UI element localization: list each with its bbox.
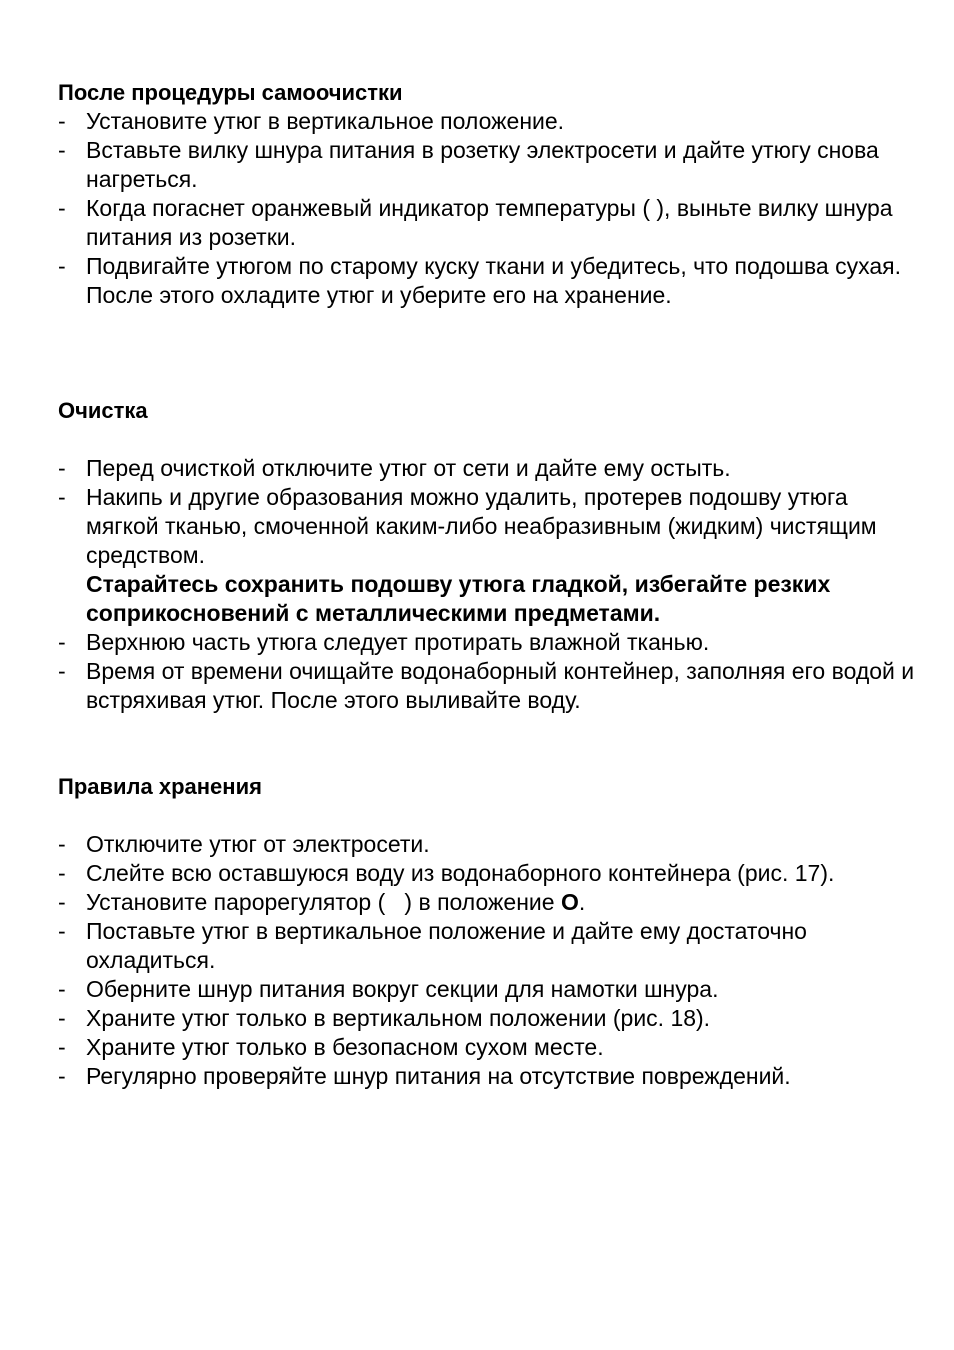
list-item — [58, 975, 918, 1004]
section-cleaning — [58, 396, 918, 715]
instruction-list — [58, 628, 918, 715]
list-item — [58, 1033, 918, 1062]
dash-bullet: - — [58, 1034, 66, 1060]
list-item-text: Храните утюг только в безопасном сухом месте. — [86, 1034, 604, 1060]
dash-bullet: - — [58, 137, 66, 163]
dash-bullet: - — [58, 1063, 66, 1089]
list-item — [58, 454, 918, 483]
list-item-text: Верхнюю часть утюга следует протирать влажной тканью. — [86, 629, 710, 655]
list-item — [58, 252, 918, 310]
list-item — [58, 1062, 918, 1091]
instruction-list — [58, 107, 918, 310]
section-heading: Правила хранения — [58, 774, 262, 799]
list-item-text: Поставьте утюг в вертикальное положение и дайте ему достаточно охладиться. — [86, 918, 807, 973]
list-item-text: Оберните шнур питания вокруг секции для намотки шнура. — [86, 976, 719, 1002]
dash-bullet: - — [58, 860, 66, 886]
dash-bullet: - — [58, 976, 66, 1002]
list-item — [58, 657, 918, 715]
list-item-text: Слейте всю оставшуюся воду из водонаборного контейнера (рис. 17). — [86, 860, 835, 886]
section-storage-rules — [58, 772, 918, 1091]
list-item — [58, 917, 918, 975]
list-item-text: Подвигайте утюгом по старому куску ткани и убедитесь, что подошва сухая. После этого охладите утюг и уберите его на хранение. — [86, 253, 901, 308]
list-item — [58, 107, 918, 136]
list-item-text: Отключите утюг от электросети. — [86, 831, 430, 857]
list-item-text: Вставьте вилку шнура питания в розетку электросети и дайте утюгу снова нагреться. — [86, 137, 879, 192]
dash-bullet: - — [58, 658, 66, 684]
section-heading: После процедуры самоочистки — [58, 80, 403, 105]
list-item — [58, 483, 918, 570]
dash-bullet: - — [58, 629, 66, 655]
dash-bullet: - — [58, 195, 66, 221]
section-after-self-cleaning — [58, 78, 918, 310]
dash-bullet: - — [58, 918, 66, 944]
list-item — [58, 859, 918, 888]
list-item-text: Установите утюг в вертикальное положение. — [86, 108, 565, 134]
sentence-period: . — [578, 889, 586, 915]
instruction-list — [58, 454, 918, 570]
dash-bullet: - — [58, 889, 66, 915]
list-item-text: Когда погаснет оранжевый индикатор температуры ( ), выньте вилку шнура питания из розетки. — [86, 195, 893, 250]
position-o-label: O — [560, 889, 579, 915]
list-item — [58, 136, 918, 194]
dash-bullet: - — [58, 253, 66, 279]
dash-bullet: - — [58, 1005, 66, 1031]
section-heading: Очистка — [58, 398, 148, 423]
dash-bullet: - — [58, 484, 66, 510]
list-item-text: Регулярно проверяйте шнур питания на отсутствие повреждений. — [86, 1063, 791, 1089]
list-item-text: Храните утюг только в вертикальном положении (рис. 18). — [86, 1005, 711, 1031]
list-item — [58, 194, 918, 252]
dash-bullet: - — [58, 108, 66, 134]
dash-bullet: - — [58, 455, 66, 481]
list-item-text: Накипь и другие образования можно удалить, протерев подошву утюга мягкой тканью, смоченной каким-либо неабразивным (жидким) чистящим средством. — [86, 484, 877, 568]
list-item-text: Перед очисткой отключите утюг от сети и дайте ему остыть. — [86, 455, 731, 481]
list-item — [58, 628, 918, 657]
list-item — [58, 1004, 918, 1033]
steam-regulator-text: Установите парорегулятор ( ) в положение — [86, 889, 561, 915]
warning-note: Старайтесь сохранить подошву утюга гладкой, избегайте резких соприкосновений с металлическими предметами. — [86, 571, 831, 626]
instruction-list — [58, 830, 918, 1091]
dash-bullet: - — [58, 831, 66, 857]
list-item — [58, 888, 918, 917]
list-item-text: Время от времени очищайте водонаборный контейнер, заполняя его водой и встряхивая утюг. После этого выливайте воду. — [86, 658, 915, 713]
spacer — [58, 801, 918, 830]
spacer — [58, 425, 918, 454]
list-item — [58, 830, 918, 859]
